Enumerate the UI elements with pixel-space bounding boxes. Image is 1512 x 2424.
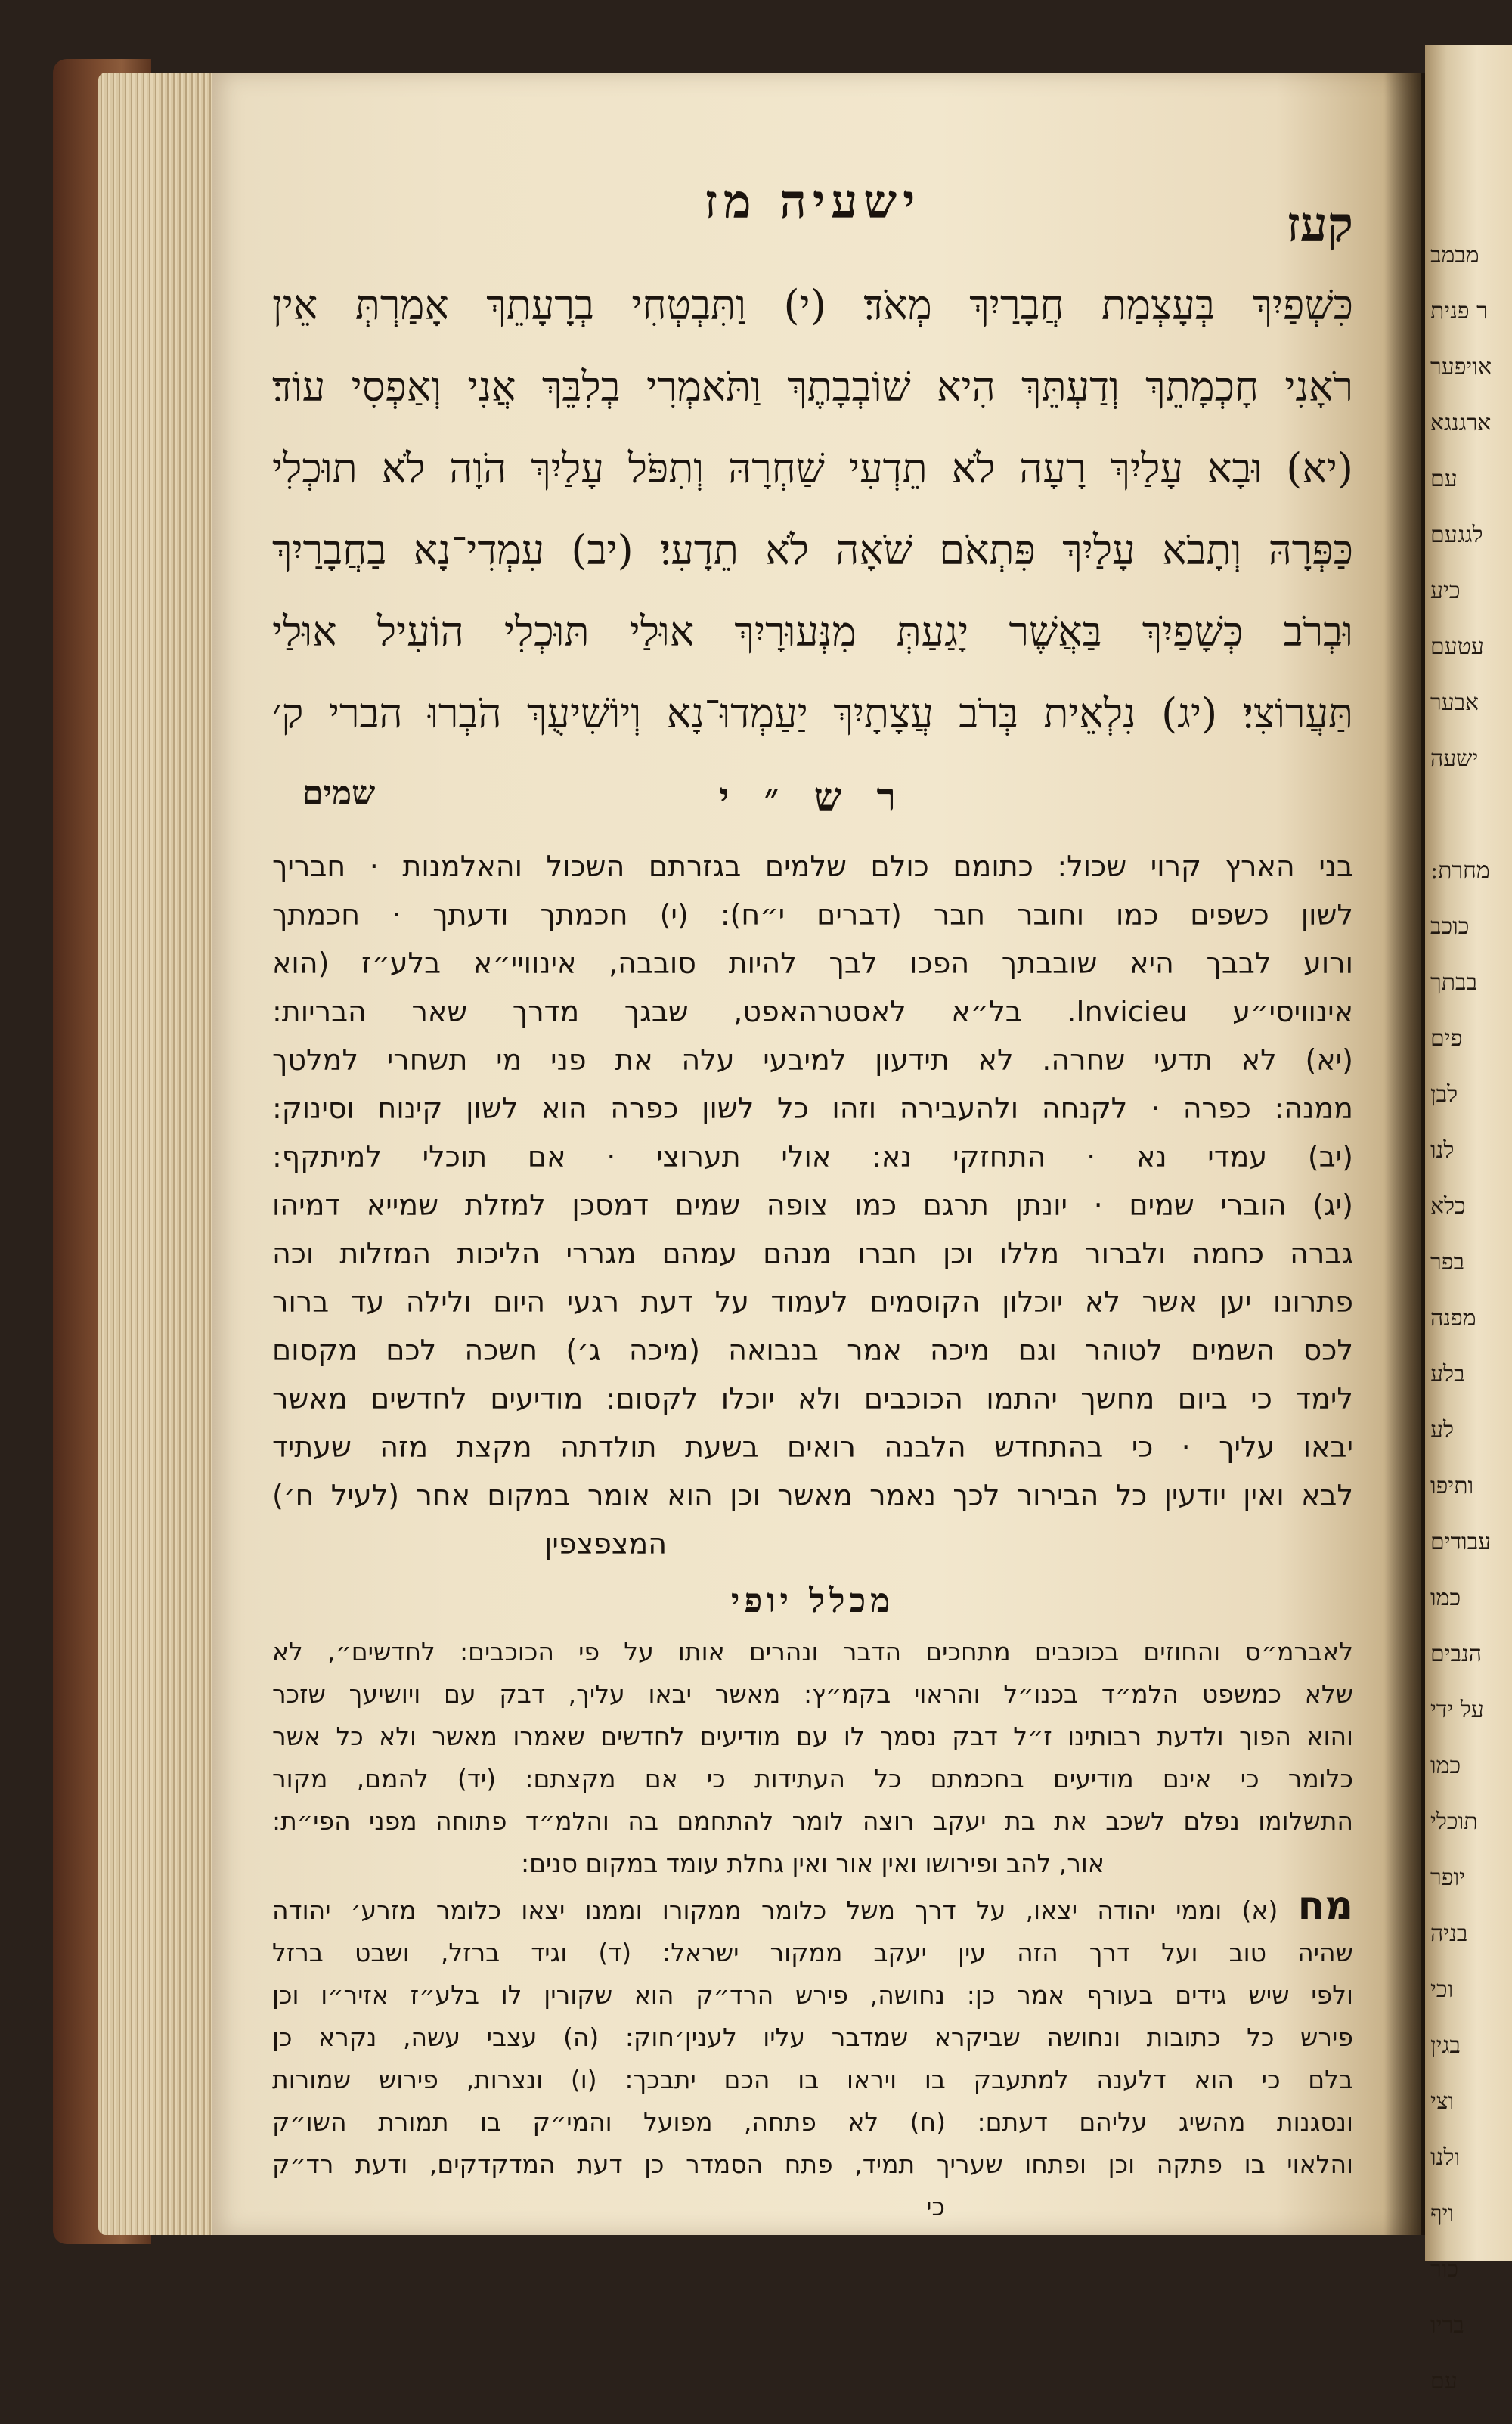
right-page-fragment: תוכלי [1430, 1809, 1478, 1835]
page-header [272, 151, 1353, 253]
mikhlal-line: ולפי שיש גידים בעורף אמר כן: נחושה, פירש הרד״ק הוא שקורין לו בלע״ז אזיר״ו וכן [272, 1980, 1353, 2010]
right-page-fragment: מחרת: [1430, 857, 1490, 884]
rashi-line: (יא) לא תדעי שחרה. לא תידעון למיבעי עלה את פני מי תשחרי למלטך [272, 1043, 1353, 1077]
right-page-fragment: אבער [1430, 690, 1479, 716]
right-page-fragment: בגין [1430, 2032, 1461, 2059]
right-page-fragment: כוכב [1430, 913, 1470, 940]
right-page-fragment: כיע [1430, 578, 1461, 604]
mikhlal-line-text: (א) וממי יהודה יצאו, על דרך משל כלומר ממקורו וממנו יצאו כלומר מזרע׳ יהודה [272, 1895, 1278, 1925]
right-page-fragment: פים [1430, 1025, 1463, 1052]
verse-line: רֹאָנִי חָכְמָתֵךְ וְדַעְתֵּךְ הִיא שׁוֹבְבָתֶךְ וַתֹּאמְרִי בְלִבֵּךְ אֲנִי וְאַפְסִי עוֹד׃ [272, 363, 1353, 411]
mikhlal-line: כלומר כי אינם מודיעים בחכמתם כל העתידות כי אם מקצתם: (יד) להמם, מקור [272, 1764, 1353, 1793]
mikhlal-line: התשלומו נפלם לשכב את בת יעקב רוצה לומר להתחמם בה והלמ״ד פתוחה מפני הפי״ת: [272, 1806, 1353, 1836]
right-page-fragment: מבמב [1430, 242, 1479, 268]
rashi-header [272, 759, 1353, 842]
right-page-fragment: כלא [1430, 1193, 1466, 1220]
mikhlal-chapter-line [272, 1885, 1353, 1932]
right-page-fragment: מפנה [1430, 1305, 1476, 1331]
rashi-title: ר ש ״ י [718, 774, 907, 820]
right-page-fragment: לבן [1430, 1081, 1458, 1108]
right-page-fragment: בניה [1430, 1920, 1468, 1947]
rashi-line: לכס השמים לטוהר וגם מיכה אמר בנבואה (מיכה ג׳) חשכה לכם מקסום [272, 1334, 1353, 1367]
verse-line: כִּשְׁפַיִךְ בְּעָצְמַת חֲבָרַיִךְ מְאֹד׃ (י) וַתִּבְטְחִי בְרָעָתֵךְ אָמַרְתְּ אֵין [272, 281, 1353, 329]
right-page-fragment [1430, 801, 1512, 857]
rashi-line: ורוע לבבך היא שובבתך הפכו לבך להיות סובבה, אינוויי״א בלע״ז (הוא [272, 947, 1353, 980]
verse-line: תַּעֲרוֹצִי׃ (יג) נִלְאֵית בְּרֹב עֲצָתָיִךְ יַעַמְדוּ־נָא וְיוֹשִׁיעֻךְ הֹבְרוּ הברי ק׳ [272, 690, 1353, 737]
left-page-text [272, 151, 1354, 2221]
mikhlal-line: והוא הפוך ולדעת רבותינו ז״ל דבק נסמך לו עם מודיעים לחדשים שאמרו מאשר ולא כל אשר [272, 1722, 1353, 1751]
right-page-fragment: אויפער [1430, 354, 1492, 380]
right-page-fragment: ותיפו [1430, 1473, 1474, 1499]
rashi-line: בני הארץ קרוי שכול: כתומם כולם שלמים בגזרתם השכול והאלמנות · חבריך [272, 850, 1353, 883]
mikhlal-line: לאברמ״ס והחוזים בכוכבים מתחכים הדבר ונהרים אותו על פי הכוכבים: לחדשים״, לא [272, 1637, 1353, 1666]
catchword: שמים [302, 774, 376, 813]
mikhlal-line: בלם כי הוא דלענה למתעבק בו ויראו בו הכם יתבכך: (ו) ונצרות, פירוש שמורות [272, 2065, 1353, 2094]
rashi-line: יבאו עליך · כי בהתחדש הלבנה רואים בשעת תולדתה מקצת מזה שעתיד [272, 1431, 1353, 1464]
chapter-marker: מח [1297, 1883, 1353, 1929]
verse-line: (יא) וּבָא עָלַיִךְ רָעָה לֹא תֵדְעִי שַׁחְרָהּ וְתִפֹּל עָלַיִךְ הֹוָה לֹא תוּכְלִי [272, 445, 1353, 492]
right-page-fragment: בלע [1430, 1361, 1465, 1387]
right-page-fragment: וצי [1430, 2088, 1455, 2115]
page-number: קעז [1286, 197, 1353, 253]
right-page-fragment: בריו [1430, 2312, 1464, 2339]
mikhlal-yofi-commentary [272, 1631, 1353, 2228]
right-page-fragment: לגגעם [1430, 522, 1483, 548]
right-page-fragment: כמו [1430, 1753, 1461, 1779]
mikhlal-line: שלא כמשפט הלמ״ד בכנו״ל והראוי בקמ״ץ: מאשר יבאו עליך, דבק עם ויושיעך שזכר [272, 1679, 1353, 1709]
mikhlal-line: ונסגנות מהשיג עליהם דעתם: (ח) לא פתחה, מפועל והמי״ק בו תמורת השו״ק [272, 2107, 1353, 2137]
page-edges [98, 73, 219, 2235]
rashi-line: לימד כי ביום מחשך יהתמו הכוכבים ולא יוכלו לקסום: מודיעים לחדשים מאשר [272, 1382, 1353, 1415]
rashi-line: אינוויסי״ע Invicieu. בל״א לאסטרהאפט, שבגך מדרך שאר הבריות: [272, 995, 1353, 1028]
rashi-line: (יג) הוברי שמים · יונתן תרגם כמו צופה שמים דמסכן למזלת שמייא דמיהו [272, 1189, 1353, 1222]
right-page-fragment: עבודים [1430, 1529, 1492, 1555]
right-page-fragment: וכי [1430, 1976, 1454, 2003]
right-page-fragment: כמו [1430, 1585, 1461, 1611]
rashi-line: גברה כחמה ולברור מללו וכן חברו מנהם עמהם מגררי הליכות המזלות וכה [272, 1237, 1353, 1270]
right-page-fragment: עם [1430, 2368, 1458, 2395]
right-page-fragment: בפר [1430, 1249, 1464, 1276]
rashi-line: לשון כשפים כמו וחובר חבר (דברים י״ח): (י) חכמתך ודעתך · חכמתך [272, 898, 1353, 931]
mikhlal-line: שהיה טוב ועל דרך הזה עין יעקב ממקור ישראל: (ד) וגיד ברזל, ושבט ברזל [272, 1938, 1353, 1967]
verse-line: וּבְרֹב כְּשָׁפַיִךְ בַּאֲשֶׁר יָגַעַתְּ מִנְּעוּרָיִךְ אוּלַי תּוּכְלִי הוֹעִיל אוּלַי [272, 608, 1353, 656]
mikhlal-yofi-title: מכלל יופי [730, 1582, 895, 1620]
mikhlal-catchword: כי [926, 2192, 945, 2221]
right-page-fragment: לע [1430, 1417, 1455, 1443]
rashi-commentary [272, 842, 1353, 1568]
mikhlal-line: פירש כל כתובות ונחושה שביקרא שמדבר עליו לענין׳חוק: (ה) עצבי עשה, נקרא כן [272, 2023, 1353, 2052]
rashi-last-word: המצפצפין [544, 1527, 668, 1561]
right-page-fragment: בבתך [1430, 969, 1477, 996]
right-page-text [1430, 242, 1512, 2395]
right-page-fragment: ר פנית [1430, 298, 1488, 324]
rashi-line: ממנה: כפרה · לקנחה ולהעבירה וזהו כל לשון כפרה הוא לשון קינוח וסינוק: [272, 1092, 1353, 1125]
right-page-fragment: כור [1430, 2256, 1459, 2283]
right-page-fragment: עם [1430, 466, 1458, 492]
right-page-fragment: הנבים [1430, 1641, 1483, 1667]
book-gutter [1383, 73, 1429, 2235]
right-page-fragment: יופר [1430, 1864, 1465, 1891]
rashi-line: לבא ואין יודעין כל הבירור לכך נאמר מאשר וכן הוא אומר במקום אחר (לעיל ח׳) [272, 1479, 1353, 1512]
scripture-verses [272, 265, 1353, 755]
right-page-fragment: ויף [1430, 2200, 1455, 2227]
right-page-fragment: ולנו [1430, 2144, 1461, 2171]
right-page-fragment: ישעה [1430, 745, 1479, 772]
rashi-line: פתרונו יען אשר לא יוכלון הקוסמים לעמוד על דעת רגעי היום ולילה עד ברור [272, 1285, 1353, 1319]
running-head: ישעיה מז [704, 174, 922, 229]
right-page-fragment: ארגנגא [1430, 410, 1492, 436]
mikhlal-line: והלאוי בו פתקה וכן ופתחו שעריך תמיד, פתח הסמדר כן דעת המדקדקים, ודעת רד״ק [272, 2150, 1353, 2179]
verse-line: כַּפְּרָהּ וְתָבֹא עָלַיִךְ פִּתְאֹם שֹׁאָה לֹא תֵדָעִי׃ (יב) עִמְדִי־נָא בַחֲבָרַיִךְ [272, 526, 1354, 574]
rashi-line: (יב) עמדי נא · התחזקי נא: אולי תערוצי · אם תוכלי למיתקף: [272, 1140, 1353, 1173]
right-page-fragment: לנו [1430, 1137, 1455, 1164]
mikhlal-line: אור, להב ופירושו ואין אור ואין גחלת עומד במקום סנים: [521, 1849, 1105, 1878]
right-page-fragment: על ידי [1430, 1697, 1484, 1723]
right-page-fragment: עטעם [1430, 634, 1484, 660]
